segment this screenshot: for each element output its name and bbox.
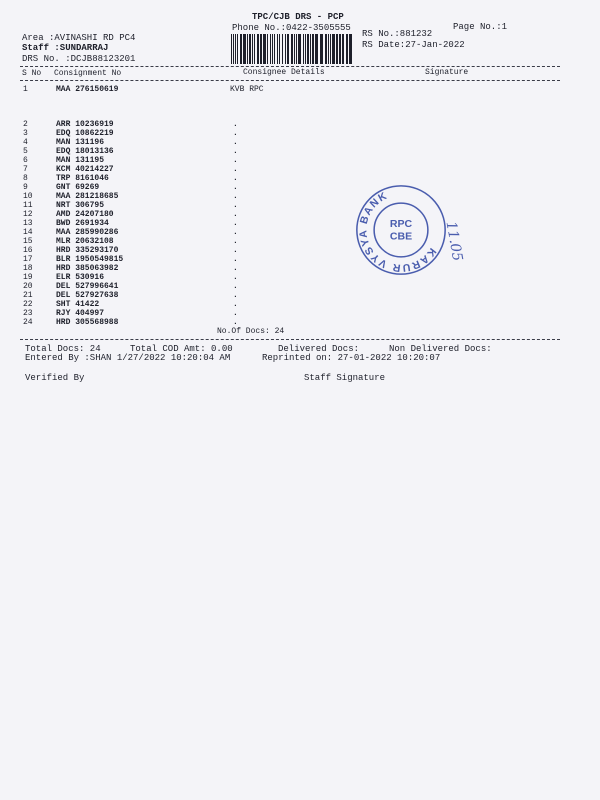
barcode-bar xyxy=(277,34,278,64)
barcode-bar xyxy=(285,34,286,64)
row-consignment: RJY 404997 xyxy=(56,309,105,318)
row-sno: 20 xyxy=(23,282,33,291)
barcode-bar xyxy=(296,34,297,64)
row-sno: 18 xyxy=(23,264,33,273)
total-docs: Total Docs: 24 xyxy=(25,344,101,354)
row-sno: 4 xyxy=(23,138,28,147)
row-dot: . xyxy=(233,318,238,327)
row-consignment: DEL 527927638 xyxy=(56,291,119,300)
row-consignment: NRT 306795 xyxy=(56,201,105,210)
col-header-consignee: Consignee Details xyxy=(243,68,325,77)
barcode-bar xyxy=(247,34,248,64)
barcode-bar xyxy=(346,34,348,64)
row-consignment: EDQ 10862219 xyxy=(56,129,114,138)
barcode-bar xyxy=(243,34,246,64)
row-dot: . xyxy=(233,192,238,201)
barcode-bar xyxy=(325,34,327,64)
row-consignment: BWD 2691934 xyxy=(56,219,109,228)
row-dot: . xyxy=(233,291,238,300)
barcode-bar xyxy=(336,34,338,64)
row-consignment: MAA 276150619 xyxy=(56,85,119,94)
row-sno: 7 xyxy=(23,165,28,174)
table-row xyxy=(0,310,600,318)
table-row xyxy=(0,218,600,231)
staff-field: Staff :SUNDARRAJ xyxy=(22,43,109,53)
barcode-bar xyxy=(332,34,335,64)
row-dot: . xyxy=(233,237,238,246)
table-row xyxy=(0,274,600,282)
row-dot: . xyxy=(233,129,238,138)
table-row xyxy=(0,247,600,255)
table-row xyxy=(0,256,600,264)
row-sno: 6 xyxy=(23,156,28,165)
row-consignment: MAN 131196 xyxy=(56,138,105,147)
row-dot: . xyxy=(233,165,238,174)
table-row xyxy=(0,184,600,192)
row-consignee: KVB RPC xyxy=(230,85,264,94)
table-row xyxy=(0,265,600,273)
barcode-bar xyxy=(330,34,331,64)
row-consignment: TRP 8161046 xyxy=(56,174,109,183)
barcode-bar xyxy=(274,34,275,64)
table-row xyxy=(0,301,600,309)
barcode-bar xyxy=(307,34,309,64)
row-dot: . xyxy=(233,309,238,318)
barcode-bar xyxy=(233,34,234,64)
row-dot: . xyxy=(233,138,238,147)
docs-count: No.Of Docs: 24 xyxy=(217,327,285,336)
row-sno: 11 xyxy=(23,201,33,210)
table-row xyxy=(0,319,600,327)
row-sno: 15 xyxy=(23,237,33,246)
barcode-bar xyxy=(287,34,289,64)
row-sno: 5 xyxy=(23,147,28,156)
barcode-bar xyxy=(240,34,242,64)
row-dot: . xyxy=(233,246,238,255)
row-consignment: MAA 285990286 xyxy=(56,228,119,237)
area-field: Area :AVINASHI RD PC4 xyxy=(22,33,136,43)
table-row xyxy=(0,86,600,94)
stamp-line-1: RPC xyxy=(389,218,413,231)
row-consignment: ARR 10236919 xyxy=(56,120,114,129)
rs-number: RS No.:881232 xyxy=(362,29,433,39)
row-dot: . xyxy=(233,255,238,264)
document-title: TPC/CJB DRS - PCP xyxy=(252,12,344,22)
barcode-bar xyxy=(298,34,301,64)
table-row xyxy=(0,238,600,246)
row-sno: 16 xyxy=(23,246,33,255)
row-consignment: HRD 305568988 xyxy=(56,318,119,327)
barcode-bar xyxy=(349,34,352,64)
row-sno: 19 xyxy=(23,273,33,282)
row-sno: 22 xyxy=(23,300,33,309)
delivered-docs: Delivered Docs: xyxy=(278,344,360,354)
row-dot: . xyxy=(233,228,238,237)
table-row xyxy=(0,175,600,183)
row-dot: . xyxy=(233,210,238,219)
barcode-bar xyxy=(263,34,266,64)
row-sno: 1 xyxy=(23,85,28,94)
row-dot: . xyxy=(233,201,238,210)
drs-number: DRS No. :DCJB88123201 xyxy=(22,54,136,64)
barcode-bar xyxy=(252,34,253,64)
col-header-consignment: Consignment No xyxy=(54,69,122,78)
table-row xyxy=(0,157,600,165)
row-consignment: SHT 41422 xyxy=(56,300,100,309)
verified-by: Verified By xyxy=(25,373,85,383)
row-consignment: GNT 69269 xyxy=(56,183,100,192)
non-delivered-docs: Non Delivered Docs: xyxy=(389,344,492,354)
row-sno: 23 xyxy=(23,309,33,318)
row-sno: 24 xyxy=(23,318,33,327)
handwritten-signature xyxy=(430,218,470,268)
barcode-bar xyxy=(270,34,271,64)
barcode-bar xyxy=(235,34,236,64)
row-sno: 2 xyxy=(23,120,28,129)
row-dot: . xyxy=(233,219,238,228)
rs-date: RS Date:27-Jan-2022 xyxy=(362,40,465,50)
phone-number: Phone No.:0422-3505555 xyxy=(232,23,351,33)
barcode-bar xyxy=(260,34,262,64)
total-cod-amount: Total COD Amt: 0.00 xyxy=(130,344,233,354)
row-sno: 3 xyxy=(23,129,28,138)
page-number: Page No.:1 xyxy=(453,22,508,32)
col-header-sno: S No xyxy=(22,69,42,78)
barcode-bar xyxy=(257,34,259,64)
barcode-bar xyxy=(267,34,268,64)
row-consignment: MAA 281218685 xyxy=(56,192,119,201)
barcode-bar xyxy=(315,34,318,64)
reprinted-on: Reprinted on: 27-01-2022 10:20:07 xyxy=(262,353,441,363)
row-sno: 10 xyxy=(23,192,33,201)
row-dot: . xyxy=(233,264,238,273)
row-consignment: ELR 530916 xyxy=(56,273,105,282)
row-dot: . xyxy=(233,300,238,309)
row-sno: 17 xyxy=(23,255,33,264)
table-row xyxy=(0,202,600,210)
col-header-signature: Signature xyxy=(425,68,469,77)
barcode-bar xyxy=(249,34,251,64)
row-consignment: MLR 20632108 xyxy=(56,237,114,246)
barcode-bar xyxy=(328,34,329,64)
row-dot: . xyxy=(233,120,238,129)
row-consignment: BLR 1950549815 xyxy=(56,255,124,264)
barcode-bar xyxy=(320,34,323,64)
row-dot: . xyxy=(233,183,238,192)
row-sno: 13 xyxy=(23,219,33,228)
barcode-bar xyxy=(282,34,283,64)
row-sno: 21 xyxy=(23,291,33,300)
barcode-bar xyxy=(272,34,273,64)
row-sno: 8 xyxy=(23,174,28,183)
table-row xyxy=(0,283,600,291)
svg-text:11.05: 11.05 xyxy=(442,220,466,263)
row-consignment: DEL 527996641 xyxy=(56,282,119,291)
barcode-bar xyxy=(305,34,306,64)
row-dot: . xyxy=(233,282,238,291)
divider xyxy=(20,80,560,81)
row-dot: . xyxy=(233,147,238,156)
barcode-bar xyxy=(342,34,344,64)
row-sno: 12 xyxy=(23,210,33,219)
barcode-bar xyxy=(303,34,304,64)
staff-signature: Staff Signature xyxy=(304,373,386,383)
barcode-bar xyxy=(339,34,341,64)
row-sno: 9 xyxy=(23,183,28,192)
barcode-bar xyxy=(254,34,255,64)
row-consignment: AMD 24207180 xyxy=(56,210,114,219)
table-row xyxy=(0,130,600,138)
row-dot: . xyxy=(233,156,238,165)
entered-by: Entered By :SHAN 1/27/2022 10:20:04 AM xyxy=(25,353,231,363)
barcode xyxy=(230,34,355,64)
barcode-bar xyxy=(279,34,280,64)
divider xyxy=(20,66,560,67)
row-consignment: EDQ 18013136 xyxy=(56,147,114,156)
table-row xyxy=(0,121,600,129)
stamp-ring-text: KARUR VYSYA BANK xyxy=(357,189,439,274)
barcode-bar xyxy=(291,34,293,64)
table-row xyxy=(0,166,600,174)
table-row xyxy=(0,211,600,219)
table-row xyxy=(0,148,600,156)
row-consignment: HRD 385063982 xyxy=(56,264,119,273)
stamp-line-2: CBE xyxy=(389,230,413,243)
table-row xyxy=(0,139,600,147)
row-dot: . xyxy=(233,273,238,282)
row-dot: . xyxy=(233,174,238,183)
divider xyxy=(20,339,560,340)
barcode-bar xyxy=(294,34,295,64)
barcode-bar xyxy=(312,34,314,64)
row-sno: 14 xyxy=(23,228,33,237)
row-consignment: HRD 335293170 xyxy=(56,246,119,255)
table-row xyxy=(0,292,600,300)
row-consignment: MAN 131195 xyxy=(56,156,105,165)
row-consignment: KCM 40214227 xyxy=(56,165,114,174)
table-row xyxy=(0,193,600,201)
barcode-bar xyxy=(310,34,311,64)
barcode-bar xyxy=(231,34,232,64)
table-row xyxy=(0,229,600,237)
barcode-bar xyxy=(237,34,238,64)
